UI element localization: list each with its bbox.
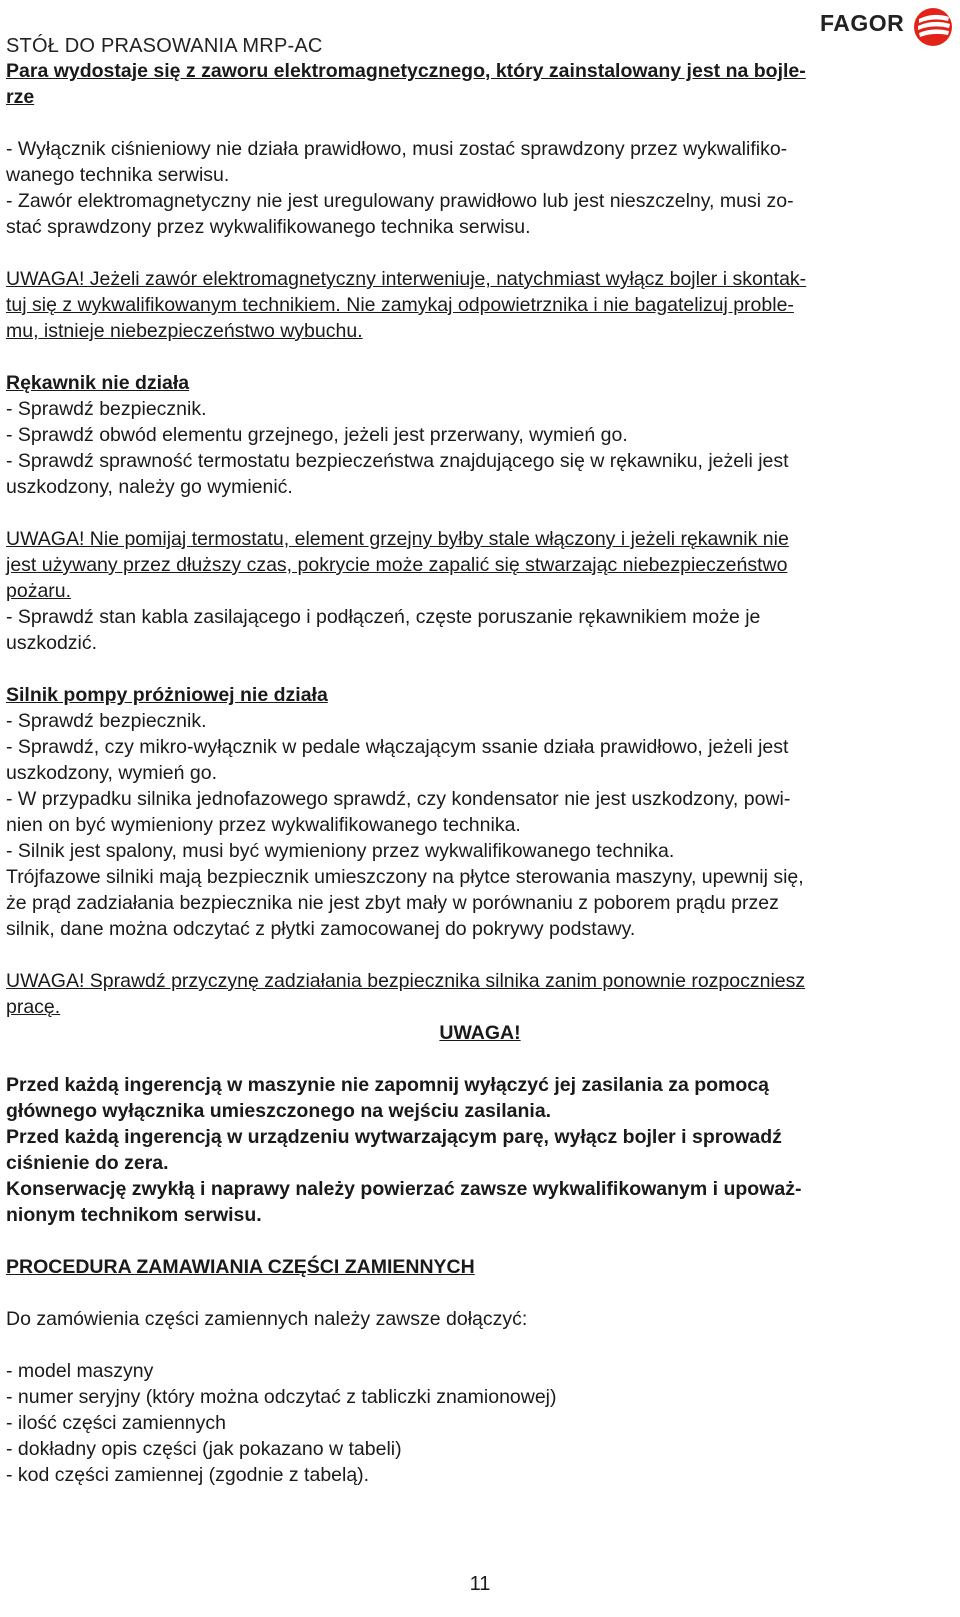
text-line: nien on być wymieniony przez wykwalifikowanego technika. bbox=[6, 814, 521, 836]
text-line: stać sprawdzony przez wykwalifikowanego technika serwisu. bbox=[6, 216, 531, 238]
section-heading: Silnik pompy próżniowej nie działa bbox=[6, 684, 328, 706]
text-line: uszkodzić. bbox=[6, 632, 98, 654]
warning-title: UWAGA! bbox=[439, 1022, 521, 1044]
text-line: - W przypadku silnika jednofazowego sprawdź, czy kondensator nie jest uszkodzony, powi- bbox=[6, 788, 791, 810]
text-line: - Sprawdź obwód elementu grzejnego, jeżeli jest przerwany, wymień go. bbox=[6, 424, 628, 446]
bold-line: głównego wyłącznika umieszczonego na wejściu zasilania. bbox=[6, 1100, 552, 1122]
text-line: że prąd zadziałania bezpiecznika nie jest zbyt mały w porównaniu z poborem prądu przez bbox=[6, 892, 779, 914]
text-line: uszkodzony, należy go wymienić. bbox=[6, 476, 293, 498]
warning-line: UWAGA! Sprawdź przyczynę zadziałania bezpiecznika silnika zanim ponownie rozpoczniesz bbox=[6, 970, 806, 992]
fagor-swoosh-icon bbox=[913, 6, 953, 48]
warning-line: tuj się z wykwalifikowanym technikiem. Nie zamykaj odpowietrznika i nie bagatelizuj proble- bbox=[6, 294, 794, 316]
bold-line: Konserwację zwykłą i naprawy należy powierzać zawsze wykwalifikowanym i upoważ- bbox=[6, 1178, 802, 1200]
section-heading: Para wydostaje się z zaworu elektromagnetycznego, który zainstalowany jest na bojle- bbox=[6, 60, 806, 82]
warning-line: UWAGA! Jeżeli zawór elektromagnetyczny interweniuje, natychmiast wyłącz bojler i skontak- bbox=[6, 268, 807, 290]
section-heading: PROCEDURA ZAMAWIANIA CZĘŚCI ZAMIENNYCH bbox=[6, 1256, 475, 1278]
text-line: - Wyłącznik ciśnieniowy nie działa prawidłowo, musi zostać sprawdzony przez wykwalifiko- bbox=[6, 138, 788, 160]
list-item: - dokładny opis części (jak pokazano w tabeli) bbox=[6, 1438, 402, 1460]
list-item: - model maszyny bbox=[6, 1360, 154, 1382]
section-heading-cont: rze bbox=[6, 86, 35, 108]
section-heading: Rękawnik nie działa bbox=[6, 372, 190, 394]
section-vacuum-pump bbox=[6, 682, 954, 1020]
text-line: Trójfazowe silniki mają bezpiecznik umieszczony na płytce sterowania maszyny, upewnij się, bbox=[6, 866, 804, 888]
warning-line: mu, istnieje niebezpieczeństwo wybuchu. bbox=[6, 320, 363, 342]
text-line: uszkodzony, wymień go. bbox=[6, 762, 217, 784]
document-body bbox=[6, 58, 954, 1488]
fagor-logo bbox=[820, 6, 955, 50]
section-steam-valve bbox=[6, 58, 954, 344]
page-number: 11 bbox=[469, 1573, 491, 1595]
section-sleeve-board bbox=[6, 370, 954, 656]
text-line: - Sprawdź bezpiecznik. bbox=[6, 710, 207, 732]
warning-line: pożaru. bbox=[6, 580, 72, 602]
list-item: - numer seryjny (który można odczytać z tabliczki znamionowej) bbox=[6, 1386, 557, 1408]
text-line: - Silnik jest spalony, musi być wymieniony przez wykwalifikowanego technika. bbox=[6, 840, 675, 862]
warning-line: jest używany przez dłuższy czas, pokrycie może zapalić się stwarzając niebezpieczeństwo bbox=[6, 554, 788, 576]
bold-line: ciśnienie do zera. bbox=[6, 1152, 169, 1174]
text-line: wanego technika serwisu. bbox=[6, 164, 230, 186]
document-title: STÓŁ DO PRASOWANIA MRP-AC bbox=[6, 35, 323, 57]
bold-line: Przed każdą ingerencją w maszynie nie zapomnij wyłączyć jej zasilania za pomocą bbox=[6, 1074, 769, 1096]
bold-line: Przed każdą ingerencją w urządzeniu wytwarzającym parę, wyłącz bojler i sprowadź bbox=[6, 1126, 782, 1148]
text-line: - Zawór elektromagnetyczny nie jest uregulowany prawidłowo lub jest nieszczelny, musi zo- bbox=[6, 190, 794, 212]
text-line: - Sprawdź bezpiecznik. bbox=[6, 398, 207, 420]
bold-line: nionym technikom serwisu. bbox=[6, 1204, 262, 1226]
text-line: - Sprawdź sprawność termostatu bezpieczeństwa znajdującego się w rękawniku, jeżeli jest bbox=[6, 450, 789, 472]
text-line: Do zamówienia części zamiennych należy zawsze dołączyć: bbox=[6, 1308, 528, 1330]
section-general-warning bbox=[6, 1020, 954, 1228]
warning-line: pracę. bbox=[6, 996, 61, 1018]
list-item: - ilość części zamiennych bbox=[6, 1412, 226, 1434]
brand-name: FAGOR bbox=[820, 10, 905, 36]
list-item: - kod części zamiennej (zgodnie z tabelą). bbox=[6, 1464, 370, 1486]
section-spare-parts bbox=[6, 1254, 954, 1488]
text-line: - Sprawdź stan kabla zasilającego i podłączeń, częste poruszanie rękawnikiem może je bbox=[6, 606, 761, 628]
warning-line: UWAGA! Nie pomijaj termostatu, element grzejny byłby stale włączony i jeżeli rękawnik nie bbox=[6, 528, 789, 550]
text-line: silnik, dane można odczytać z płytki zamocowanej do pokrywy podstawy. bbox=[6, 918, 636, 940]
text-line: - Sprawdź, czy mikro-wyłącznik w pedale włączającym ssanie działa prawidłowo, jeżeli jest bbox=[6, 736, 789, 758]
